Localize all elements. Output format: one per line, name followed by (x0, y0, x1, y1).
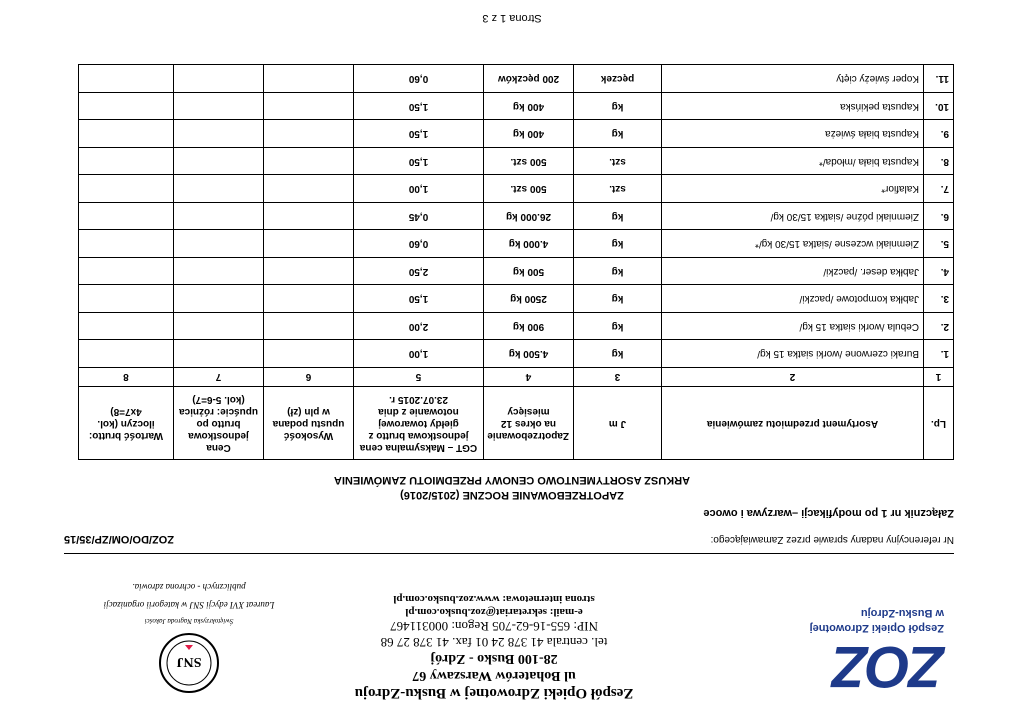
row-quantity: 900 kg (484, 313, 574, 341)
letterhead (54, 569, 954, 704)
row-unit: kg (574, 230, 662, 258)
row-net-price[interactable] (174, 285, 264, 313)
row-unit: szt. (574, 148, 662, 176)
row-max-price: 2,50 (354, 258, 484, 286)
row-item-name: Cebula /worki siatka 15 kg/ (662, 313, 924, 341)
row-max-price: 1,50 (354, 285, 484, 313)
row-item-name: Ziemniaki późne /siatka 15/30 kg/ (662, 203, 924, 231)
row-net-price[interactable] (174, 93, 264, 121)
row-unit: kg (574, 93, 662, 121)
row-quantity: 4.000 kg (484, 230, 574, 258)
table-row (79, 175, 954, 203)
org-name: Zespół Opieki Zdrowotnej w Busku-Zdroju (354, 685, 634, 701)
row-lp: 10. (924, 93, 954, 121)
row-total-value[interactable] (79, 120, 174, 148)
col-number: 6 (264, 368, 354, 387)
row-unit: kg (574, 203, 662, 231)
row-total-value[interactable] (79, 340, 174, 368)
row-lp: 5. (924, 230, 954, 258)
row-lp: 11. (924, 65, 954, 93)
city: 28-100 Busko - Zdrój (430, 651, 558, 666)
row-max-price: 0,45 (354, 203, 484, 231)
row-unit: kg (574, 285, 662, 313)
doc-title: ZAPOTRZEBOWANIE ROCZNE (2015/2016) (400, 489, 624, 501)
row-discount[interactable] (264, 148, 354, 176)
col-header: Wartość brutto: iloczyn (kol. 4x7=8) (79, 387, 174, 460)
row-item-name: Jabłka deser. /paczki/ (662, 258, 924, 286)
col-header: Cena jednostkowa brutto po upuście: różnica (kol. 5-6=7) (174, 387, 264, 460)
row-total-value[interactable] (79, 93, 174, 121)
row-item-name: Kapusta biała /młoda/* (662, 148, 924, 176)
table-row (79, 340, 954, 368)
col-header: Wysokość upustu podana w pln (zł) (264, 387, 354, 460)
row-quantity: 500 szt. (484, 175, 574, 203)
row-discount[interactable] (264, 258, 354, 286)
zoz-logo (744, 586, 944, 699)
col-header: Asortyment przedmiotu zamówienia (662, 387, 924, 460)
column-number-row (79, 368, 954, 387)
col-number: 7 (174, 368, 264, 387)
row-discount[interactable] (264, 230, 354, 258)
row-discount[interactable] (264, 203, 354, 231)
table-row (79, 148, 954, 176)
email: e-mail: sekretariat@zoz.busko.com.pl (405, 606, 583, 618)
col-header: Zapotrzebowanie na okres 12 miesięcy (484, 387, 574, 460)
row-lp: 6. (924, 203, 954, 231)
row-net-price[interactable] (174, 230, 264, 258)
row-net-price[interactable] (174, 65, 264, 93)
row-discount[interactable] (264, 285, 354, 313)
row-max-price: 1,50 (354, 93, 484, 121)
row-quantity: 2500 kg (484, 285, 574, 313)
row-max-price: 2,00 (354, 313, 484, 341)
row-net-price[interactable] (174, 258, 264, 286)
row-lp: 4. (924, 258, 954, 286)
row-item-name: Kapusta pekińska (662, 93, 924, 121)
row-unit: kg (574, 120, 662, 148)
col-number: 5 (354, 368, 484, 387)
row-max-price: 1,00 (354, 175, 484, 203)
row-quantity: 200 pęczków (484, 65, 574, 93)
reference-code: ZOZ/DO/OM/ZP/35/15 (64, 533, 175, 545)
logo-name-line1: Zespół Opieki Zdrowotnej (809, 622, 944, 634)
col-number: 3 (574, 368, 662, 387)
row-discount[interactable] (264, 65, 354, 93)
row-max-price: 0,60 (354, 230, 484, 258)
row-quantity: 26.000 kg (484, 203, 574, 231)
row-max-price: 0,60 (354, 65, 484, 93)
row-lp: 8. (924, 148, 954, 176)
street: ul Bohaterów Warszawy 67 (412, 668, 576, 683)
row-max-price: 1,50 (354, 120, 484, 148)
reference-label: Nr referencyjny nadany sprawie przez Zamawiającego: (710, 534, 954, 545)
row-net-price[interactable] (174, 120, 264, 148)
logo-text: ZOZ (834, 634, 944, 699)
website: strona internetowa: www.zoz.busko.com.pl (393, 593, 595, 605)
row-lp: 2. (924, 313, 954, 341)
row-total-value[interactable] (79, 313, 174, 341)
row-unit: kg (574, 340, 662, 368)
row-discount[interactable] (264, 313, 354, 341)
nip-regon: NIP: 655-16-62-705 Regon: 000311467 (390, 619, 598, 634)
col-header: J m (574, 387, 662, 460)
row-total-value[interactable] (79, 203, 174, 231)
seal-text: SNJ (176, 654, 202, 669)
row-lp: 9. (924, 120, 954, 148)
row-item-name: Kapusta biała świeża (662, 120, 924, 148)
annex-title: Załącznik nr 1 po modyfikacji –warzywa i owoce (703, 507, 954, 519)
snj-seal-icon (158, 632, 220, 694)
doc-subtitle: ARKUSZ ASORTYMENTOWO CENOWY PRZEDMIOTU ZAMÓWIENIA (333, 474, 691, 486)
row-total-value[interactable] (79, 65, 174, 93)
table-row (79, 285, 954, 313)
row-item-name: Buraki czerwone /worki siatka 15 kg/ (662, 340, 924, 368)
row-item-name: Koper świeży cięty (662, 65, 924, 93)
row-item-name: Ziemniaki wczesne /siatka 15/30 kg/* (662, 230, 924, 258)
address-block (324, 592, 664, 702)
table-row (79, 93, 954, 121)
quality-award (74, 581, 304, 694)
col-number: 2 (662, 368, 924, 387)
laureate-line2: publicznych - ochrona zdrowia. (132, 582, 246, 592)
table-header-row (79, 387, 954, 460)
row-discount[interactable] (264, 175, 354, 203)
col-number: 8 (79, 368, 174, 387)
col-number: 1 (924, 368, 954, 387)
table-row (79, 120, 954, 148)
row-total-value[interactable] (79, 285, 174, 313)
row-total-value[interactable] (79, 258, 174, 286)
table-row (79, 313, 954, 341)
row-discount[interactable] (264, 340, 354, 368)
row-quantity: 4.500 kg (484, 340, 574, 368)
row-lp: 7. (924, 175, 954, 203)
row-unit: pęczek (574, 65, 662, 93)
table-row (79, 203, 954, 231)
row-quantity: 500 szt. (484, 148, 574, 176)
row-quantity: 400 kg (484, 120, 574, 148)
row-total-value[interactable] (79, 175, 174, 203)
row-total-value[interactable] (79, 148, 174, 176)
logo-name-line2: w Busku-Zdroju (860, 607, 944, 619)
phone-fax: tel. centrala 41 378 24 01 fax. 41 378 27 68 (380, 635, 608, 650)
col-header: CGT – Maksymalna cena jednostkowa brutto z giełdy towarowej notowanie z dnia 23.07.2015 r. (354, 387, 484, 460)
col-header: Lp. (924, 387, 954, 460)
row-max-price: 1,00 (354, 340, 484, 368)
row-net-price[interactable] (174, 148, 264, 176)
row-net-price[interactable] (174, 340, 264, 368)
row-total-value[interactable] (79, 230, 174, 258)
row-unit: szt. (574, 175, 662, 203)
col-number: 4 (484, 368, 574, 387)
row-discount[interactable] (264, 120, 354, 148)
row-net-price[interactable] (174, 203, 264, 231)
row-net-price[interactable] (174, 313, 264, 341)
pricing-table (78, 65, 954, 461)
row-quantity: 500 kg (484, 258, 574, 286)
table-row (79, 65, 954, 93)
row-unit: kg (574, 258, 662, 286)
row-item-name: Jabłka kompotowe /paczki/ (662, 285, 924, 313)
row-item-name: Kalafior* (662, 175, 924, 203)
table-row (79, 230, 954, 258)
row-quantity: 400 kg (484, 93, 574, 121)
header-divider (64, 553, 954, 554)
page-number: Strona 1 z 3 (482, 12, 542, 24)
table-row (79, 258, 954, 286)
row-max-price: 1,50 (354, 148, 484, 176)
row-lp: 1. (924, 340, 954, 368)
row-discount[interactable] (264, 93, 354, 121)
laureate-line1: Laureat XVI edycji SNJ w kategorii organizacji (103, 600, 275, 610)
row-lp: 3. (924, 285, 954, 313)
seal-label: Świętokrzyska Nagroda Jakości (144, 617, 234, 625)
row-unit: kg (574, 313, 662, 341)
row-net-price[interactable] (174, 175, 264, 203)
reference-line (64, 534, 954, 545)
